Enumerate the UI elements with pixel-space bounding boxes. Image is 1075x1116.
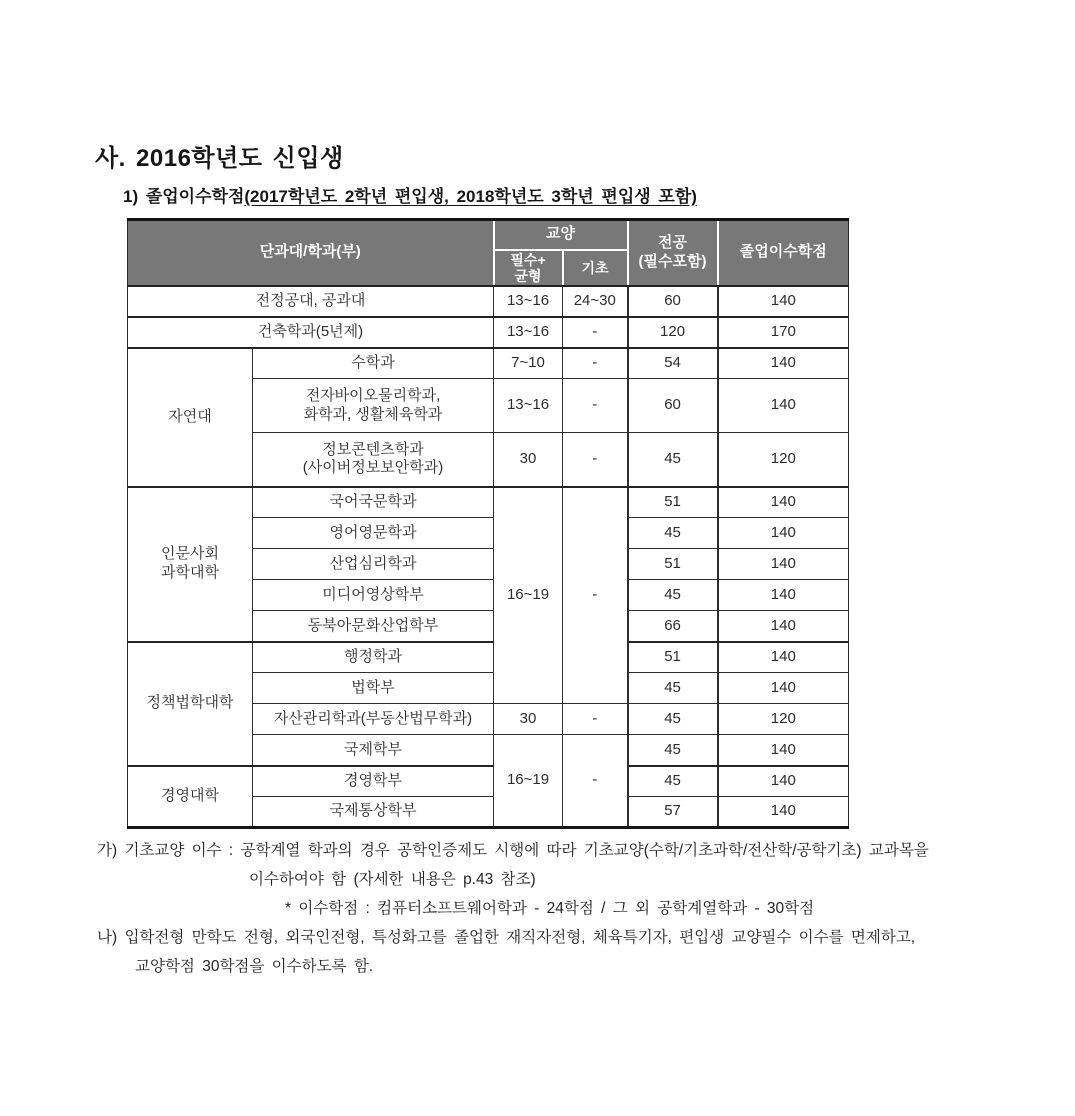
major-cell: 45 <box>628 580 718 611</box>
ge-required-cell: 13~16 <box>494 379 563 433</box>
ge-required-cell: 13~16 <box>494 317 563 348</box>
major-cell: 51 <box>628 642 718 673</box>
dept-cell: 국어국문학과 <box>253 487 494 518</box>
col-header-liberal-required: 필수+ 균형 <box>494 250 563 286</box>
college-cell: 자연대 <box>128 348 253 487</box>
major-cell: 45 <box>628 766 718 797</box>
dept-cell: 법학부 <box>253 673 494 704</box>
college-cell: 경영대학 <box>128 766 253 828</box>
col-header-total-credits: 졸업이수학점 <box>718 220 849 286</box>
total-cell: 140 <box>718 642 849 673</box>
dept-cell: 미디어영상학부 <box>253 580 494 611</box>
table-row <box>128 487 849 518</box>
ge-basic-cell: - <box>563 735 628 828</box>
total-cell: 140 <box>718 766 849 797</box>
table-row <box>128 766 849 797</box>
dept-cell: 건축학과(5년제) <box>128 317 494 348</box>
total-cell: 120 <box>718 704 849 735</box>
major-cell: 60 <box>628 286 718 317</box>
footnote-na-line2: 교양학점 30학점을 이수하도록 함. <box>135 958 374 975</box>
major-cell: 45 <box>628 518 718 549</box>
major-cell: 120 <box>628 317 718 348</box>
table-row <box>128 642 849 673</box>
total-cell: 140 <box>718 580 849 611</box>
section-heading: 사. 2016학년도 신입생 <box>95 145 344 172</box>
total-cell: 140 <box>718 673 849 704</box>
subsection-title-underlined: (2017학년도 2학년 편입생, 2018학년도 3학년 편입생 포함) <box>244 187 697 206</box>
col-header-liberal-arts: 교양 <box>494 220 628 250</box>
total-cell: 140 <box>718 286 849 317</box>
col-header-liberal-basic: 기초 <box>563 250 628 286</box>
dept-cell: 국제학부 <box>253 735 494 766</box>
total-cell: 140 <box>718 611 849 642</box>
col-header-major: 전공 (필수포함) <box>628 220 718 286</box>
footnotes <box>97 836 997 981</box>
major-cell: 57 <box>628 797 718 828</box>
major-cell: 45 <box>628 735 718 766</box>
dept-cell: 산업심리학과 <box>253 549 494 580</box>
footnote-na-line1: 나) 입학전형 만학도 전형, 외국인전형, 특성화고를 졸업한 재직자전형, 체육특기자, 편입생 교양필수 이수를 면제하고, <box>97 929 916 946</box>
major-cell: 51 <box>628 487 718 518</box>
total-cell: 140 <box>718 487 849 518</box>
total-cell: 170 <box>718 317 849 348</box>
table-row <box>128 286 849 317</box>
ge-required-cell: 30 <box>494 433 563 487</box>
major-cell: 45 <box>628 673 718 704</box>
major-cell: 60 <box>628 379 718 433</box>
dept-cell: 전자바이오물리학과, 화학과, 생활체육학과 <box>253 379 494 433</box>
major-cell: 45 <box>628 433 718 487</box>
dept-cell: 국제통상학부 <box>253 797 494 828</box>
major-cell: 51 <box>628 549 718 580</box>
subsection-title-prefix: 1) 졸업이수학점 <box>123 187 245 206</box>
total-cell: 140 <box>718 797 849 828</box>
footnote-ga-line1: 가) 기초교양 이수 : 공학계열 학과의 경우 공학인증제도 시행에 따라 기초교양(수학/기초과학/전산학/공학기초) 교과목을 <box>97 842 929 859</box>
ge-required-cell: 16~19 <box>494 735 563 828</box>
table-row <box>128 348 849 379</box>
total-cell: 140 <box>718 735 849 766</box>
ge-required-cell: 13~16 <box>494 286 563 317</box>
dept-cell: 정보콘텐츠학과 (사이버정보보안학과) <box>253 433 494 487</box>
ge-required-cell: 16~19 <box>494 487 563 704</box>
college-cell: 인문사회 과학대학 <box>128 487 253 642</box>
dept-cell: 동북아문화산업학부 <box>253 611 494 642</box>
subsection-title <box>123 182 697 207</box>
dept-cell: 행정학과 <box>253 642 494 673</box>
dept-cell: 전정공대, 공과대 <box>128 286 494 317</box>
dept-cell: 경영학부 <box>253 766 494 797</box>
ge-basic-cell: 24~30 <box>563 286 628 317</box>
footnote-ga-line2: 이수하여야 함 (자세한 내용은 p.43 참조) <box>249 871 536 888</box>
major-cell: 45 <box>628 704 718 735</box>
total-cell: 140 <box>718 549 849 580</box>
major-cell: 66 <box>628 611 718 642</box>
graduation-credits-table <box>127 218 849 829</box>
dept-cell: 영어영문학과 <box>253 518 494 549</box>
dept-cell: 자산관리학과(부동산법무학과) <box>253 704 494 735</box>
ge-required-cell: 30 <box>494 704 563 735</box>
total-cell: 140 <box>718 348 849 379</box>
major-cell: 54 <box>628 348 718 379</box>
ge-basic-cell: - <box>563 348 628 379</box>
ge-basic-cell: - <box>563 487 628 704</box>
footnote-ga-note: * 이수학점 : 컴퓨터소프트웨어학과 - 24학점 / 그 외 공학계열학과 - 30학점 <box>285 900 815 917</box>
ge-basic-cell: - <box>563 433 628 487</box>
ge-basic-cell: - <box>563 317 628 348</box>
total-cell: 120 <box>718 433 849 487</box>
total-cell: 140 <box>718 518 849 549</box>
dept-cell: 수학과 <box>253 348 494 379</box>
ge-required-cell: 7~10 <box>494 348 563 379</box>
college-cell: 정책법학대학 <box>128 642 253 766</box>
ge-basic-cell: - <box>563 379 628 433</box>
ge-basic-cell: - <box>563 704 628 735</box>
col-header-department: 단과대/학과(부) <box>128 220 494 286</box>
table-row <box>128 317 849 348</box>
total-cell: 140 <box>718 379 849 433</box>
